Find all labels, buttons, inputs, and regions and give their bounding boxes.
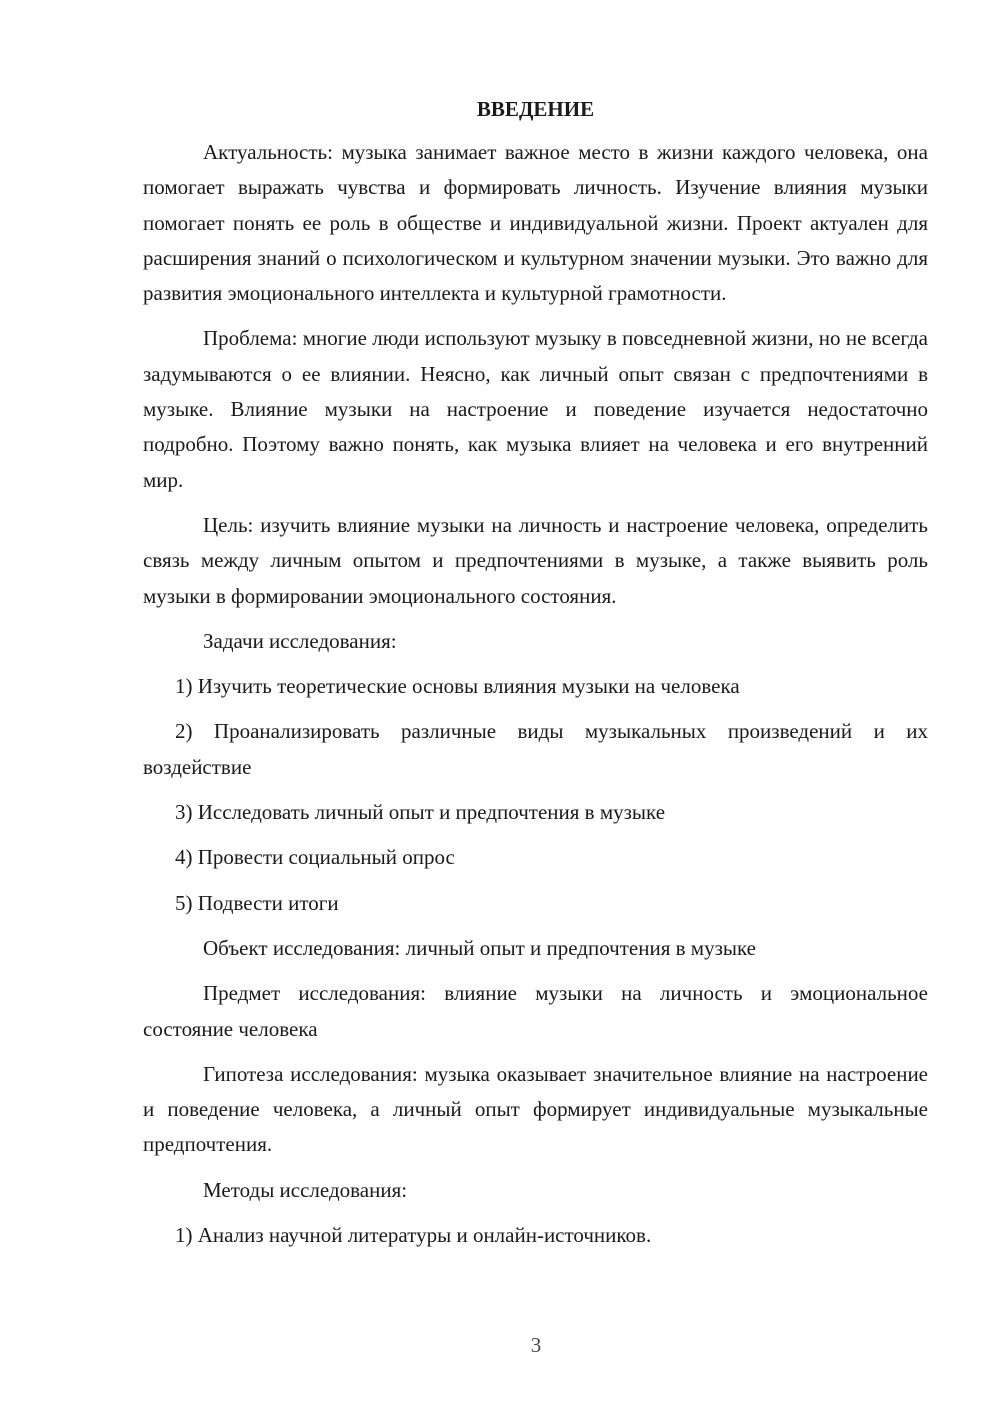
task-item: 3) Исследовать личный опыт и предпочтения в музыке: [175, 800, 666, 825]
page-number: 3: [530, 1333, 542, 1357]
methods-heading: Методы исследования:: [203, 1177, 408, 1202]
object-paragraph: Объект исследования: личный опыт и предпочтения в музыке: [203, 935, 756, 960]
page-content: [143, 94, 928, 1253]
task-item: 5) Подвести итоги: [175, 890, 339, 915]
task-item: 4) Провести социальный опрос: [175, 845, 455, 870]
problem-paragraph: Проблема: многие люди используют музыку в повседневной жизни, но не всегда задумываются о ее влиянии. Неясно, как личный опыт связан с предпочтениями в музыке. Влияние музыки на настроение и поведение изучается недостаточно подробно. Поэтому важно понять, как музыка влияет на человека и его внутренний мир.: [143, 326, 928, 492]
tasks-heading: Задачи исследования:: [203, 628, 397, 653]
subject-paragraph: Предмет исследования: влияние музыки на личность и эмоциональное состояние человека: [143, 981, 928, 1041]
section-title: ВВЕДЕНИЕ: [476, 97, 595, 121]
method-item: 1) Анализ научной литературы и онлайн-источников.: [175, 1223, 652, 1248]
hypothesis-paragraph: Гипотеза исследования: музыка оказывает значительное влияние на настроение и поведение человека, а личный опыт формирует индивидуальные музыкальные предпочтения.: [143, 1061, 928, 1157]
relevance-paragraph: Актуальность: музыка занимает важное место в жизни каждого человека, она помогает выражать чувства и формировать личность. Изучение влияния музыки помогает понять ее роль в обществе и индивидуальной жизни. Проект актуален для расширения знаний о психологическом и культурном значении музыки. Это важно для развития эмоционального интеллекта и культурной грамотности.: [143, 140, 928, 306]
task-item: 2) Проанализировать различные виды музыкальных произведений и их воздействие: [143, 719, 928, 779]
goal-paragraph: Цель: изучить влияние музыки на личность и настроение человека, определить связь между личным опытом и предпочтениями в музыке, а также выявить роль музыки в формировании эмоционального состояния.: [143, 512, 928, 608]
task-item: 1) Изучить теоретические основы влияния музыки на человека: [175, 674, 740, 699]
